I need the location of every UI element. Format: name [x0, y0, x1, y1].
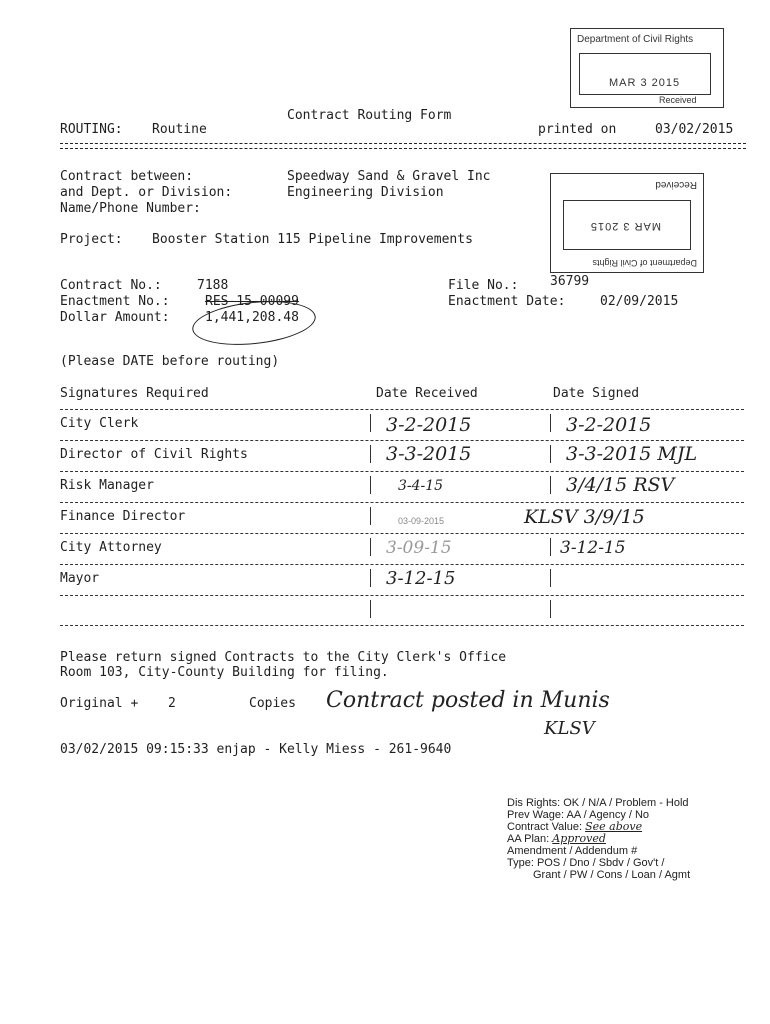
signed-city-clerk: 3-2-2015 [566, 414, 652, 436]
handwritten-initials: KLSV [544, 718, 595, 739]
stamp-date: MAR 3 2015 [609, 77, 681, 89]
notes-type-2: Grant / PW / Cons / Loan / Agmt [533, 869, 691, 881]
stamp-mid-title: Received [655, 179, 697, 190]
role-director-civil-rights: Director of Civil Rights [60, 447, 248, 462]
signed-finance-director: KLSV 3/9/15 [524, 506, 645, 528]
notes-amendment: Amendment / Addendum # [507, 845, 638, 857]
received-city-attorney: 3-09-15 [386, 538, 452, 558]
dept-label: and Dept. or Division: [60, 185, 233, 200]
name-phone-label: Name/Phone Number: [60, 201, 201, 216]
notes-contract-value: Contract Value: See above [507, 820, 643, 833]
row-divider [60, 595, 744, 596]
copies-number: 2 [168, 696, 176, 711]
received-mayor: 3-12-15 [386, 568, 456, 589]
header-divider [60, 143, 746, 149]
dept-value: Engineering Division [287, 185, 444, 200]
printed-label: printed on [538, 122, 617, 137]
signed-risk-manager: 3/4/15 RSV [566, 474, 675, 496]
enactment-date-label: Enactment Date: [448, 294, 566, 309]
project-label: Project: [60, 232, 123, 247]
enactment-no-value: RES-15-00099 [205, 294, 299, 309]
contract-no-label: Contract No.: [60, 278, 162, 293]
file-no-label: File No.: [448, 278, 519, 293]
notes-prev-wage: Prev Wage: AA / Agency / No [507, 809, 650, 821]
received-stamp-mid [550, 173, 704, 273]
review-notes [507, 797, 690, 881]
role-mayor: Mayor [60, 571, 100, 586]
notes-contract-value-hand: See above [585, 820, 643, 833]
row-divider [60, 533, 744, 534]
stamp-status: Received [659, 95, 697, 105]
row-divider [60, 440, 744, 441]
form-title: Contract Routing Form [287, 108, 452, 123]
enactment-date-value: 02/09/2015 [600, 294, 679, 309]
col-date-signed: Date Signed [553, 386, 640, 401]
received-stamp-top [570, 28, 724, 108]
table-bottom [60, 625, 744, 626]
received-risk-manager: 3-4-15 [398, 478, 444, 494]
enactment-no-label: Enactment No.: [60, 294, 170, 309]
routing-value: Routine [152, 122, 207, 137]
row-divider [60, 502, 744, 503]
received-director-civil-rights: 3-3-2015 [386, 443, 472, 465]
received-finance-director: 03-09-2015 [398, 516, 445, 526]
role-finance-director: Finance Director [60, 509, 186, 524]
stamp-title: Department of Civil Rights [577, 34, 694, 45]
contract-between-label: Contract between: [60, 169, 194, 184]
notes-type-1: Type: POS / Dno / Sbdv / Gov't / [507, 857, 665, 869]
handwritten-note: Contract posted in Munis [326, 688, 610, 713]
stamp-mid-dept: Department of Civil Rights [592, 258, 697, 268]
row-divider [60, 564, 744, 565]
project-value: Booster Station 115 Pipeline Improvements [152, 232, 473, 247]
dollar-amount-label: Dollar Amount: [60, 310, 170, 325]
stamp-mid-date: MAR 3 2015 [589, 220, 661, 232]
row-divider [60, 471, 744, 472]
original-label: Original + [60, 696, 139, 711]
role-risk-manager: Risk Manager [60, 478, 154, 493]
file-no-value: 36799 [550, 274, 590, 289]
signed-director-civil-rights: 3-3-2015 MJL [566, 443, 698, 465]
copies-label: Copies [249, 696, 296, 711]
return-line-2: Room 103, City-County Building for filing. [60, 665, 389, 680]
role-city-clerk: City Clerk [60, 416, 139, 431]
return-line-1: Please return signed Contracts to the City Clerk's Office [60, 650, 507, 665]
col-signatures: Signatures Required [60, 386, 209, 401]
role-city-attorney: City Attorney [60, 540, 162, 555]
date-instructions: (Please DATE before routing) [60, 354, 280, 369]
contract-no-value: 7188 [197, 278, 229, 293]
signed-city-attorney: 3-12-15 [560, 538, 626, 558]
routing-label: ROUTING: [60, 122, 123, 137]
notes-dis-rights: Dis Rights: OK / N/A / Problem - Hold [507, 797, 689, 809]
received-city-clerk: 3-2-2015 [386, 414, 472, 436]
printed-value: 03/02/2015 [655, 122, 734, 137]
col-date-received: Date Received [376, 386, 478, 401]
dollar-amount-value: 1,441,208.48 [205, 310, 299, 325]
contract-between-value: Speedway Sand & Gravel Inc [287, 169, 491, 184]
table-divider [60, 409, 744, 410]
notes-aa-plan-hand: Approved [552, 832, 606, 845]
log-line: 03/02/2015 09:15:33 enjap - Kelly Miess - 261-9640 [60, 742, 452, 757]
notes-aa-plan: AA Plan: Approved [507, 832, 606, 845]
